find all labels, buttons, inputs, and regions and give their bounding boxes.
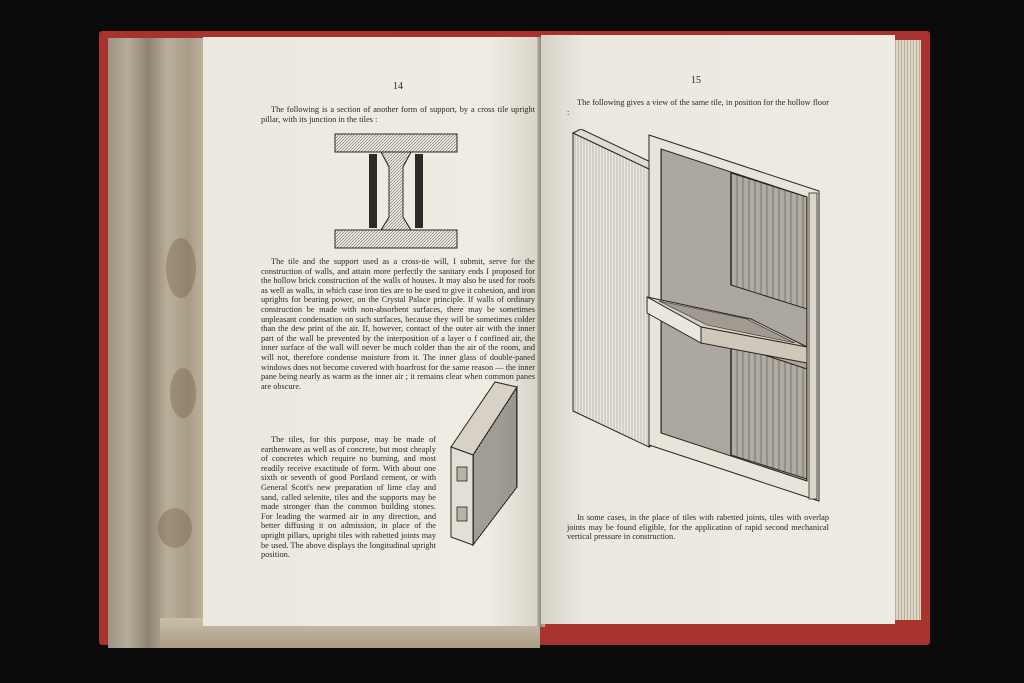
left-paragraph-2: The tiles, for this purpose, may be made of earthenware as well as of concrete, but most cheaply of concretes which require no burning, and most readily receive exactitude of form. With about one sixth or seventh of good Portland cement, or with General Scott's new preparation of lime clay and sand, called selenite, tiles and the supports may be made stronger than the common building stones. For leading the warmed air in any direction, and better diffusing it on admission, in place of the upright pillars, upright tiles with rabetted joints may be used. The above displays the longitudinal upright position. [261,435,436,560]
cross-tile-pillar-section-illustration [333,132,459,250]
page-number-right: 15 [691,75,701,86]
left-intro-text: The following is a section of another form of support, by a cross tile upright pillar, with its junction in the tiles : [261,105,535,124]
hollow-floor-tile-view-illustration [571,129,823,507]
left-paragraph-1: The tile and the support used as a cross-tie will, I submit, serve for the construction of walls, and attain more perfectly the sanitary ends I proposed for the hollow brick construction of the walls of houses. It may also be used for roofs as well as walls, in which case iron ties are to be used to give it cohesion, and iron uprights for bearing power, on the Crystal Palace principle. If walls of ordinary construction be made with non-absorbent surfaces, there may be sometimes unpleasant condensation on such surfaces, because they will be sometimes colder than the dew print of the air. If, however, contact of the outer air with the inner part of the wall be prevented by the interposition of a layer o f confined air, the inner surface of the wall will never be much colder than the air of the room, and will not, therefore condense moisture from it. The inner glass of double-paned windows does not become covered with hoarfrost for the same reason — the inner pane being nearly as warm as the inner air ; it remains clear when common panes are obscure. [261,257,535,391]
right-caption-text: In some cases, in the place of tiles with rabetted joints, tiles with overlap joints may be found eligible, for the application of rapid second mechanical vertical pressure in construction. [567,513,829,542]
left-page [203,37,540,626]
right-intro-text: The following gives a view of the same tile, in position for the hollow floor : [567,98,829,117]
page-edge-stack-left [108,38,208,648]
page-number-left: 14 [393,81,403,92]
rabetted-tile-illustration [445,377,525,552]
page-edge-stack-right [893,40,921,620]
right-page [541,35,895,624]
